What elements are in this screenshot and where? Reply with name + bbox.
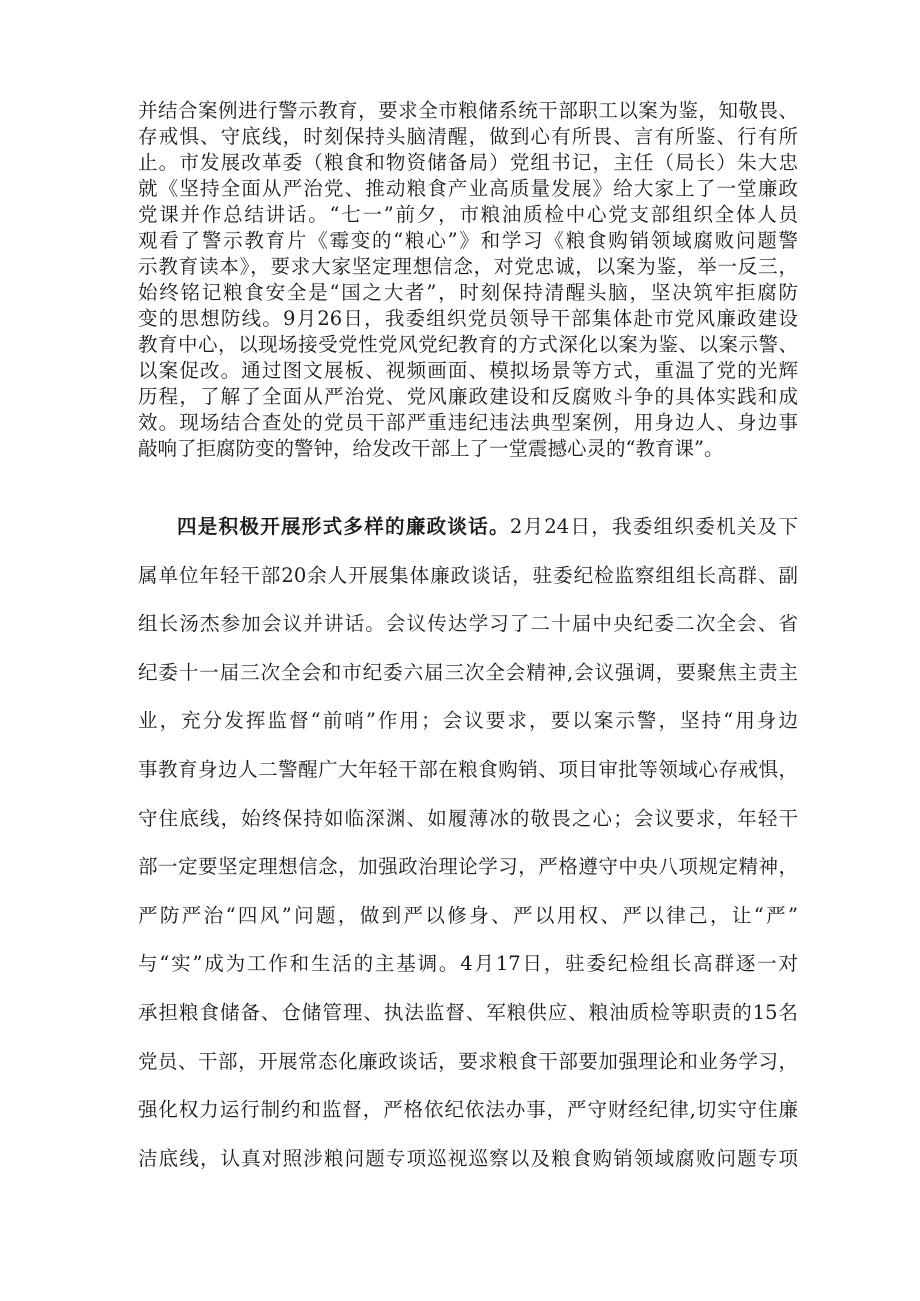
text-line: 历程，了解了全面从严治党、党风廉政建设和反腐败斗争的具体实践和成 bbox=[138, 385, 798, 408]
text-line: 纪委十一届三次全会和市纪委六届三次全会精神,会议强调，要聚焦主责主 bbox=[138, 660, 798, 684]
text-run: 2月24日，我委组织委机关及下 bbox=[509, 515, 798, 538]
text-line: 敲响了拒腐防变的警钟，给发改干部上了一堂震撼心灵的“教育课”。 bbox=[138, 437, 724, 460]
text-line: 党课并作总结讲话。“七一”前夕，市粮油质检中心党支部组织全体人员 bbox=[138, 203, 798, 226]
text-line: 承担粮食储备、仓储管理、执法监督、军粮供应、粮油质检等职责的15名 bbox=[138, 1000, 798, 1024]
text-line: 严防严治“四风”问题，做到严以修身、严以用权、严以律己，让“严” bbox=[138, 903, 798, 927]
text-line: 存戒惧、守底线，时刻保持头脑清醒，做到心有所畏、言有所鉴、行有所 bbox=[138, 125, 798, 148]
text-line: 洁底线，认真对照涉粮问题专项巡视巡察以及粮食购销领域腐败问题专项 bbox=[138, 1146, 798, 1170]
text-line: 示教育读本》，要求大家坚定理想信念，对党忠诚，以案为鉴，举一反三， bbox=[138, 255, 798, 278]
text-line: 党员、干部，开展常态化廉政谈话，要求粮食干部要加强理论和业务学习， bbox=[138, 1049, 798, 1073]
text-line bbox=[138, 503, 798, 552]
paragraph-integrity-talks bbox=[138, 503, 798, 1183]
paragraph-case-education bbox=[138, 98, 798, 462]
text-line: 业，充分发挥监督“前哨”作用；会议要求，要以案示警，坚持“用身边 bbox=[138, 709, 798, 733]
text-line: 变的思想防线。9月26日，我委组织党员领导干部集体赴市党风廉政建设 bbox=[138, 307, 798, 330]
text-line: 观看了警示教育片《霉变的“粮心”》和学习《粮食购销领域腐败问题警 bbox=[138, 229, 798, 252]
text-line: 始终铭记粮食安全是“国之大者”，时刻保持清醒头脑，坚决筑牢拒腐防 bbox=[138, 281, 798, 304]
text-line: 部一定要坚定理想信念，加强政治理论学习，严格遵守中央八项规定精神， bbox=[138, 855, 798, 879]
text-line: 强化权力运行制约和监督，严格依纪依法办事，严守财经纪律,切实守住廉 bbox=[138, 1098, 798, 1122]
text-line: 就《坚持全面从严治党、推动粮食产业高质量发展》给大家上了一堂廉政 bbox=[138, 177, 798, 200]
text-line: 事教育身边人二警醒广大年轻干部在粮食购销、项目审批等领域心存戒惧， bbox=[138, 757, 798, 781]
text-line: 教育中心，以现场接受党性党风党纪教育的方式深化以案为鉴、以案示警、 bbox=[138, 333, 798, 356]
text-line: 属单位年轻干部20余人开展集体廉政谈话，驻委纪检监察组组长高群、副 bbox=[138, 563, 798, 587]
text-line: 并结合案例进行警示教育，要求全市粮储系统干部职工以案为鉴，知敬畏、 bbox=[138, 99, 798, 122]
text-line: 效。现场结合查处的党员干部严重违纪违法典型案例，用身边人、身边事 bbox=[138, 411, 798, 434]
text-line: 守住底线，始终保持如临深渊、如履薄冰的敬畏之心；会议要求，年轻干 bbox=[138, 806, 798, 830]
section-lead-heading: 四是积极开展形式多样的廉政谈话。 bbox=[177, 515, 510, 538]
text-line: 以案促改。通过图文展板、视频画面、模拟场景等方式，重温了党的光辉 bbox=[138, 359, 798, 382]
text-line: 止。市发展改革委（粮食和物资储备局）党组书记，主任（局长）朱大忠 bbox=[138, 151, 798, 174]
text-line: 与“实”成为工作和生活的主基调。4月17日，驻委纪检组长高群逐一对 bbox=[138, 952, 798, 976]
text-line: 组长汤杰参加会议并讲话。会议传达学习了二十届中央纪委二次全会、省 bbox=[138, 612, 798, 636]
